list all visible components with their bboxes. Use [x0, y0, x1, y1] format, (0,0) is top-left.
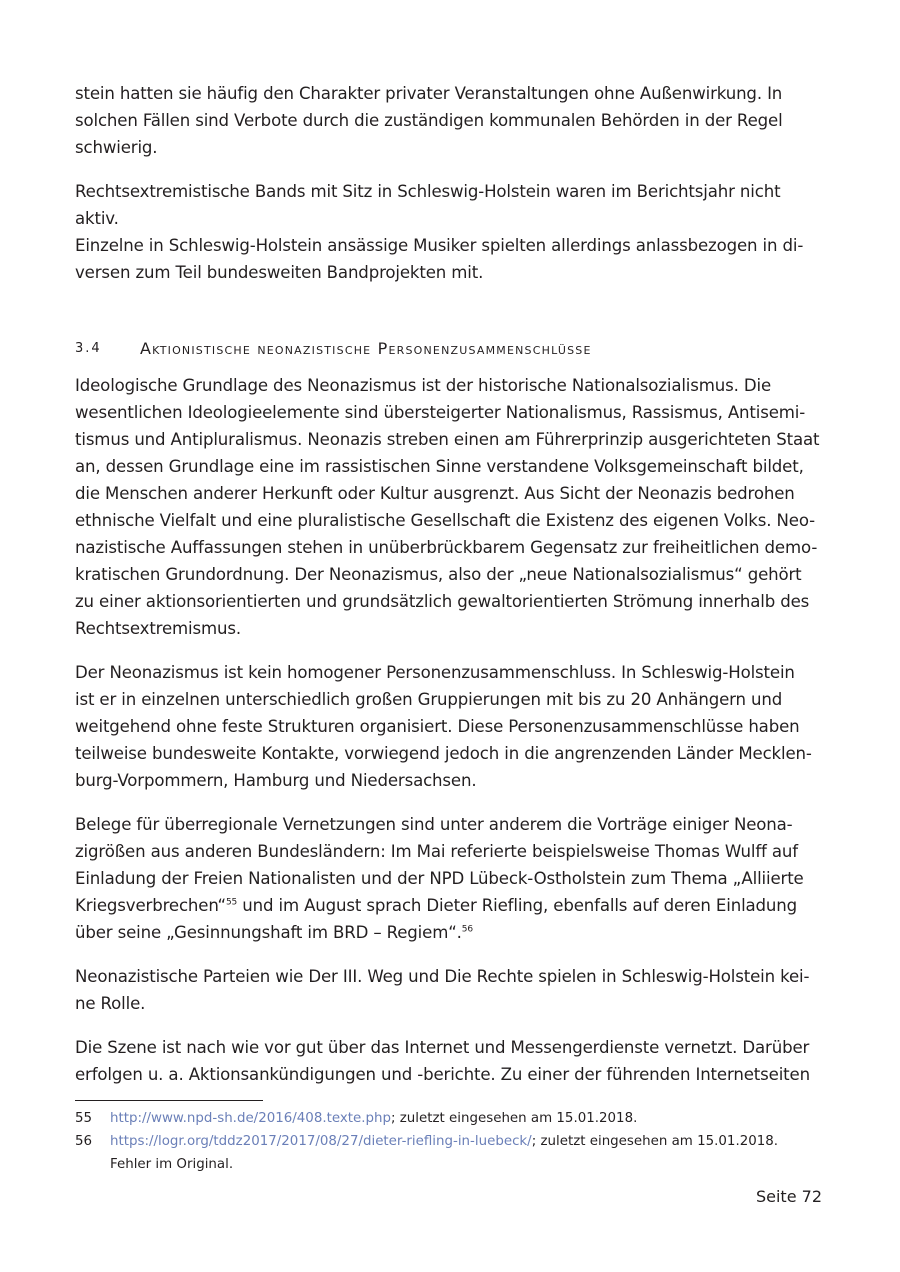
text-line: zu einer aktionsorientierten und grundsätzlich gewaltorientierten Strömung innerhalb des: [75, 592, 810, 611]
footnote-text: [110, 1107, 637, 1130]
footnote-divider: [75, 1100, 263, 1101]
text-line: schwierig.: [75, 138, 158, 157]
text-line: Die Szene ist nach wie vor gut über das Internet und Messengerdienste vernetzt. Darüber: [75, 1038, 810, 1057]
text-line: Ideologische Grundlage des Neonazismus ist der historische Nationalsozialismus. Die: [75, 376, 772, 395]
text-line: tismus und Antipluralismus. Neonazis streben einen am Führerprinzip ausgerichteten Staat: [75, 430, 820, 449]
page-content: [75, 80, 827, 1105]
text-line: ethnische Vielfalt und eine pluralistische Gesellschaft die Existenz des eigenen Volks. Neo-: [75, 511, 815, 530]
paragraph-ideology: [75, 372, 827, 642]
footnote-link[interactable]: https://logr.org/tddz2017/2017/08/27/dieter-riefling-in-luebeck/: [110, 1134, 532, 1149]
paragraph-bands: [75, 178, 827, 286]
section-number: 3.4: [75, 341, 102, 356]
text-line: teilweise bundesweite Kontakte, vorwiegend jedoch in die angrenzenden Länder Mecklen-: [75, 744, 812, 763]
text-line: kratischen Grundordnung. Der Neonazismus, also der „neue Nationalsozialismus“ gehört: [75, 565, 802, 584]
footnote-56: [75, 1130, 827, 1176]
footnote-number: 56: [75, 1134, 93, 1149]
text-line: Rechtsextremistische Bands mit Sitz in Schleswig-Holstein waren im Berichtsjahr nicht aktiv.: [75, 182, 781, 228]
text-line: burg-Vorpommern, Hamburg und Niedersachsen.: [75, 771, 477, 790]
text-line: Neonazistische Parteien wie Der III. Weg und Die Rechte spielen in Schleswig-Holstein kei-: [75, 967, 810, 986]
text-line: Einladung der Freien Nationalisten und der NPD Lübeck-Ostholstein zum Thema „Alliierte: [75, 869, 804, 888]
text-line: die Menschen anderer Herkunft oder Kultur ausgrenzt. Aus Sicht der Neonazis bedrohen: [75, 484, 795, 503]
text-line: nazistische Auffassungen stehen in unüberbrückbarem Gegensatz zur freiheitlichen demo-: [75, 538, 818, 557]
text-line: solchen Fällen sind Verbote durch die zuständigen kommunalen Behörden in der Regel: [75, 111, 783, 130]
text-line: Der Neonazismus ist kein homogener Personenzusammenschluss. In Schleswig-Holstein: [75, 663, 795, 682]
section-heading: [75, 334, 827, 364]
text-line: [75, 892, 827, 919]
footnote-ref-55[interactable]: 55: [225, 897, 238, 908]
footnote-55: [75, 1107, 827, 1130]
footnote-ref-56[interactable]: 56: [461, 924, 473, 935]
footnote-extra: Fehler im Original.: [110, 1157, 234, 1172]
section-title: Aktionistische neonazistische Personenzusammenschlüsse: [140, 339, 592, 358]
text-line: [75, 919, 827, 946]
text-line: ne Rolle.: [75, 994, 146, 1013]
text-line: Einzelne in Schleswig-Holstein ansässige Musiker spielten allerdings anlassbezogen in di-: [75, 236, 804, 255]
text-line: erfolgen u. a. Aktionsankündigungen und -berichte. Zu einer der führenden Internetseiten: [75, 1065, 810, 1084]
text-line: Belege für überregionale Vernetzungen sind unter anderem die Vorträge einiger Neona-: [75, 815, 793, 834]
footnote-note: ; zuletzt eingesehen am 15.01.2018.: [531, 1134, 779, 1149]
text-line: versen zum Teil bundesweiten Bandprojekten mit.: [75, 263, 484, 282]
paragraph-networking: [75, 811, 827, 946]
paragraph-events: [75, 80, 827, 161]
footnotes: [75, 1100, 827, 1176]
text-line: wesentlichen Ideologieelemente sind übersteigerter Nationalismus, Rassismus, Antisemi-: [75, 403, 806, 422]
paragraph-parties: [75, 963, 827, 1017]
page-number: Seite 72: [755, 1187, 822, 1206]
text-line: ist er in einzelnen unterschiedlich großen Gruppierungen mit bis zu 20 Anhängern und: [75, 690, 783, 709]
text-line: weitgehend ohne feste Strukturen organisiert. Diese Personenzusammenschlüsse haben: [75, 717, 800, 736]
text-fragment: Kriegsverbrechen“: [75, 896, 226, 915]
text-line: zigrößen aus anderen Bundesländern: Im Mai referierte beispielsweise Thomas Wulff auf: [75, 842, 798, 861]
footnote-number: 55: [75, 1111, 93, 1126]
text-line: an, dessen Grundlage eine im rassistischen Sinne verstandene Volksgemeinschaft bildet,: [75, 457, 804, 476]
footnote-note: ; zuletzt eingesehen am 15.01.2018.: [391, 1111, 638, 1126]
text-fragment: über seine „Gesinnungshaft im BRD – Regiem“.: [75, 923, 462, 942]
paragraph-internet: [75, 1034, 827, 1088]
footnote-text: [110, 1130, 778, 1176]
footnote-link[interactable]: http://www.npd-sh.de/2016/408.texte.php: [110, 1111, 392, 1126]
text-line: stein hatten sie häufig den Charakter privater Veranstaltungen ohne Außenwirkung. In: [75, 84, 783, 103]
text-line: Rechtsextremismus.: [75, 619, 242, 638]
text-fragment: und im August sprach Dieter Riefling, ebenfalls auf deren Einladung: [237, 896, 798, 915]
paragraph-structure: [75, 659, 827, 794]
